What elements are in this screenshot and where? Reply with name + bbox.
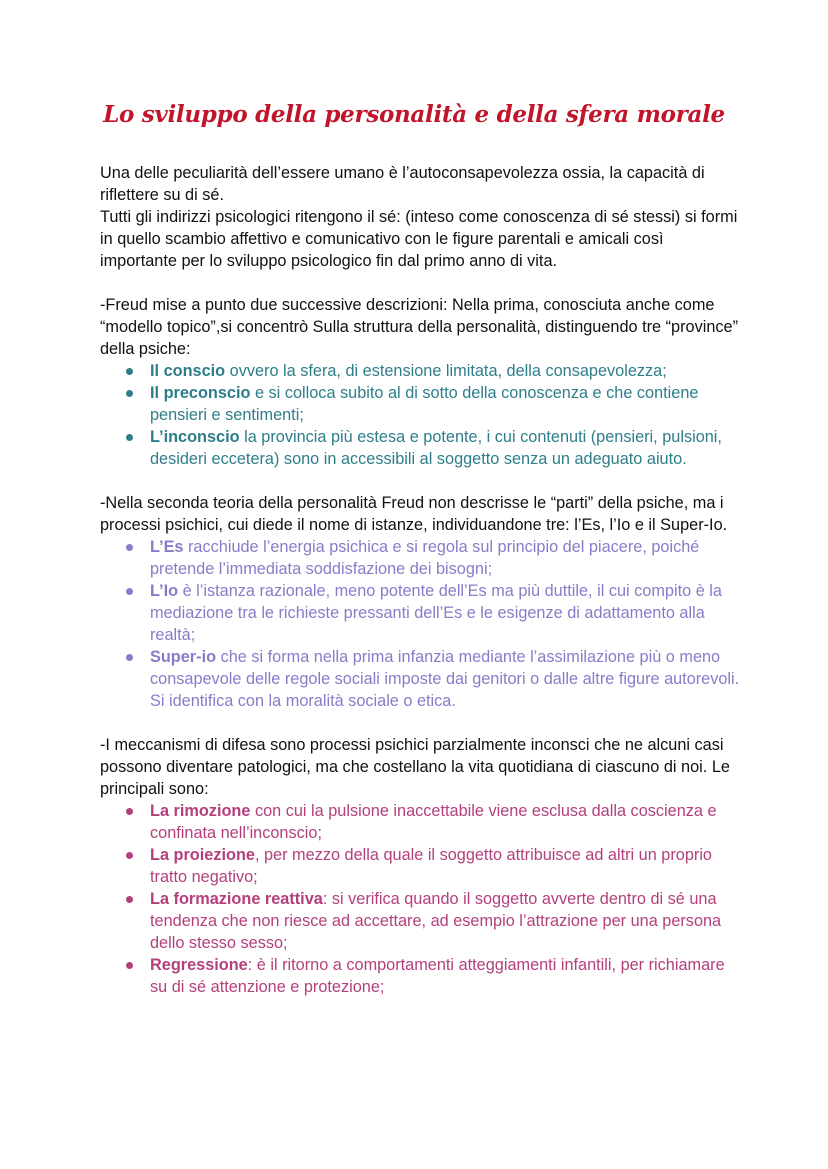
list-item-text: : è il ritorno a comportamenti atteggiamenti infantili, per richiamare su di sé attenzione e protezione; [150, 956, 725, 996]
list-item-term: Il preconscio [150, 384, 251, 402]
bullet-icon [126, 368, 133, 375]
list-item-term: L’inconscio [150, 428, 240, 446]
bullet-icon [126, 588, 133, 595]
list-item-term: L’Es [150, 538, 184, 556]
document-body [100, 162, 740, 998]
list-item [100, 954, 740, 998]
list-item-text: e si colloca subito al di sotto della conoscenza e che contiene pensieri e sentimenti; [150, 384, 699, 424]
section2-intro: -Nella seconda teoria della personalità Freud non descrisse le “parti” della psiche, ma i processi psichici, cui diede il nome di istanze, individuandone tre: l’Es, l’Io e il Super-Io. [100, 494, 728, 534]
list-item [100, 536, 740, 580]
list-item-term: Regressione [150, 956, 248, 974]
list-item [100, 382, 740, 426]
bullet-icon [126, 896, 133, 903]
list-item-term: L’Io [150, 582, 179, 600]
bullet-icon [126, 544, 133, 551]
list-item [100, 360, 740, 382]
list-item [100, 646, 740, 712]
list-item-term: La formazione reattiva [150, 890, 323, 908]
list-item-term: Il conscio [150, 362, 226, 380]
intro-paragraph-1: Una delle peculiarità dell’essere umano è l’autoconsapevolezza ossia, la capacità di riflettere su di sé. [100, 164, 705, 204]
section2-list [100, 536, 740, 712]
list-item-text: : si verifica quando il soggetto avverte dentro di sé una tendenza che non riesce ad accettare, ad esempio l’attrazione per una persona dello stesso sesso; [150, 890, 722, 952]
list-item [100, 888, 740, 954]
bullet-icon [126, 390, 133, 397]
section3-intro: -I meccanismi di difesa sono processi psichici parzialmente inconsci che ne alcuni casi possono diventare patologici, ma che costellano la vita quotidiana di ciascuno di noi. Le principali sono: [100, 736, 730, 798]
page-title: Lo sviluppo della personalità e della sfera morale [103, 101, 725, 128]
bullet-icon [126, 808, 133, 815]
list-item-term: Super-io [150, 648, 217, 666]
list-item-text: , per mezzo della quale il soggetto attribuisce ad altri un proprio tratto negativo; [150, 846, 712, 886]
bullet-icon [126, 852, 133, 859]
section3-list [100, 800, 740, 998]
bullet-icon [126, 434, 133, 441]
section1-intro: -Freud mise a punto due successive descrizioni: Nella prima, conosciuta anche come “modello topico”,si concentrò Sulla struttura della personalità, distinguendo tre “province” della psiche: [100, 296, 739, 358]
bullet-icon [126, 654, 133, 661]
list-item-text: con cui la pulsione inaccettabile viene esclusa dalla coscienza e confinata nell’inconscio; [150, 802, 717, 842]
list-item [100, 426, 740, 470]
list-item-text: che si forma nella prima infanzia mediante l’assimilazione più o meno consapevole delle regole sociali imposte dai genitori o dalle altre figure autorevoli. Si identifica con la moralità sociale o etica. [150, 648, 740, 710]
list-item-text: ovvero la sfera, di estensione limitata, della consapevolezza; [225, 362, 667, 380]
list-item [100, 844, 740, 888]
list-item-term: La rimozione [150, 802, 251, 820]
list-item-text: è l’istanza razionale, meno potente dell’Es ma più duttile, il cui compito è la mediazione tra le richieste pressanti dell’Es e le esigenze di adattamento alla realtà; [150, 582, 722, 644]
list-item [100, 800, 740, 844]
list-item-text: racchiude l’energia psichica e si regola sul principio del piacere, poiché pretende l’immediata soddisfazione dei bisogni; [150, 538, 700, 578]
list-item-term: La proiezione [150, 846, 255, 864]
list-item-text: la provincia più estesa e potente, i cui contenuti (pensieri, pulsioni, desideri eccetera) sono in accessibili al soggetto senza un adeguato aiuto. [150, 428, 722, 468]
intro-paragraph-2: Tutti gli indirizzi psicologici ritengono il sé: (inteso come conoscenza di sé stessi) si formi in quello scambio affettivo e comunicativo con le figure parentali e amicali così importante per lo sviluppo psicologico fin dal primo anno di vita. [100, 208, 738, 270]
section1-list [100, 360, 740, 470]
list-item [100, 580, 740, 646]
bullet-icon [126, 962, 133, 969]
